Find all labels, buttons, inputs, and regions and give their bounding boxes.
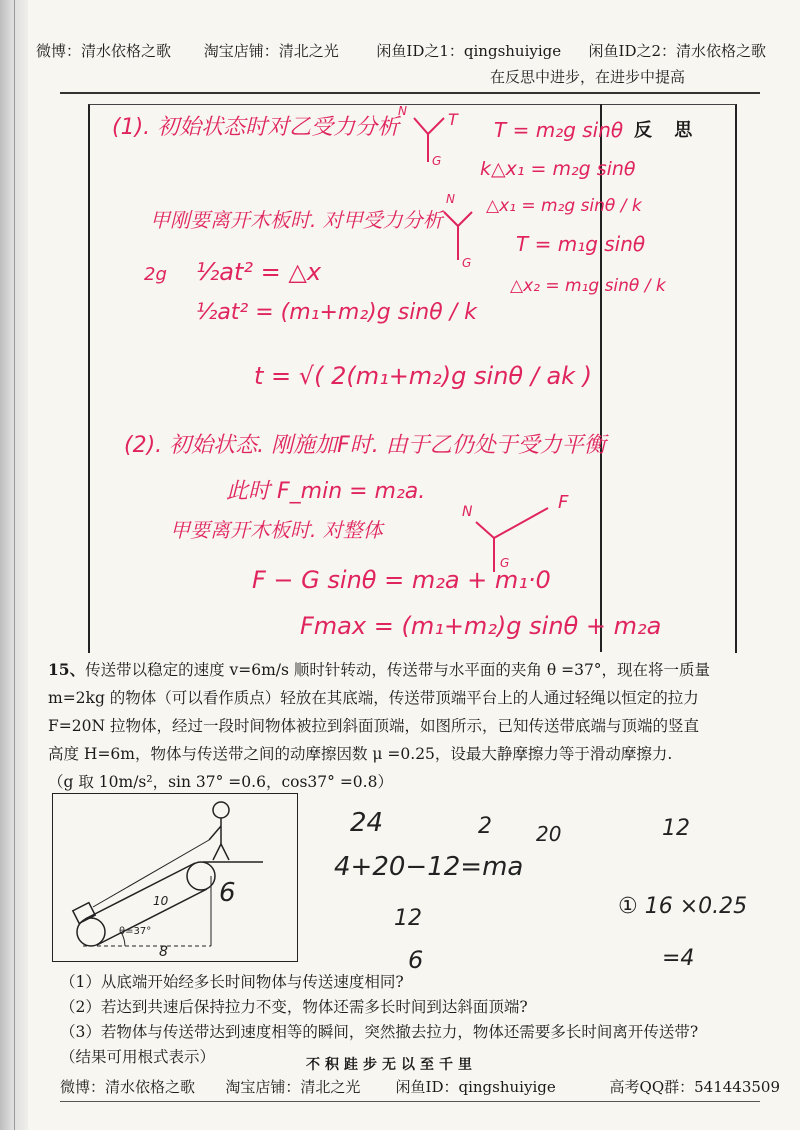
reflect-column-divider	[600, 104, 602, 652]
force-label-n3: N	[462, 504, 473, 520]
footer-motto: 不积跬步无以至千里	[306, 1057, 477, 1073]
scratch-b: 2	[478, 814, 492, 839]
eq-half-at2-b: ½at² = (m₁+m₂)g sinθ / k	[196, 300, 477, 325]
header-taobao: 淘宝店铺：清北之光	[203, 42, 339, 60]
question-1: （1）从底端开始经多长时间物体与传送速度相同?	[60, 973, 404, 991]
note-part1-sub: 甲刚要离开木板时. 对甲受力分析	[150, 208, 443, 232]
eq-half-at2: ½at² = △x	[196, 258, 322, 286]
conveyor-figure	[52, 793, 298, 962]
eq-dx2: △x₂ = m₁g sinθ / k	[510, 276, 666, 296]
note-part1-heading: (1). 初始状态时对乙受力分析	[112, 115, 400, 140]
footer-weibo: 微博：清水依格之歌	[60, 1078, 196, 1096]
scratch-h: 6	[408, 946, 424, 974]
header-divider	[60, 92, 760, 94]
force-label-n2: N	[446, 192, 455, 206]
problem-text-line-1: 传送带以稳定的速度 v=6m/s 顺时针转动，传送带与水平面的夹角 θ =37°，现在将一质量	[85, 661, 711, 679]
scratch-e: 4+20−12=ma	[334, 852, 524, 882]
eq-total: F − G sinθ = m₂a + m₁·0	[252, 566, 551, 594]
eq-fmin: 此时 F_min = m₂a.	[226, 479, 426, 504]
question-3: （3）若物体与传送带达到速度相等的瞬间，突然撤去拉力，物体还需要多长时间离开传送带?	[60, 1023, 699, 1041]
force-label-g3: G	[500, 556, 510, 570]
footer-qq: 高考QQ群：541443509	[609, 1078, 781, 1096]
eq-t-result: t = √( 2(m₁+m₂)g sinθ / ak )	[254, 362, 593, 390]
force-label-g: G	[432, 154, 442, 168]
footer-divider	[60, 1101, 760, 1102]
problem-15	[48, 656, 748, 796]
footer-xianyu: 闲鱼ID：qingshuiyige	[395, 1078, 556, 1096]
scratch-i: =4	[662, 946, 695, 971]
question-2: （2）若达到共速后保持拉力不变，物体还需多长时间到达斜面顶端?	[60, 998, 528, 1016]
note-part2-heading: (2). 初始状态. 刚施加F时. 由于乙仍处于受力平衡	[124, 433, 606, 458]
problem-text-line-2: m=2kg 的物体（可以看作质点）轻放在其底端，传送带顶端平台上的人通过轻绳以恒定的拉力	[48, 689, 699, 707]
scratch-d: 12	[662, 816, 690, 841]
force-diagram-2	[436, 194, 486, 274]
problem-number: 15、	[48, 660, 86, 679]
problem-text-line-4: 高度 H=6m，物体与传送带之间的动摩擦因数 μ =0.25，设最大静摩擦力等于滑动摩擦力.	[48, 745, 673, 763]
problem-text-line-5: （g 取 10m/s²，sin 37° =0.6，cos37° =0.8）	[48, 773, 393, 791]
force-label-f: F	[558, 492, 569, 513]
eq-kx1: k△x₁ = m₂g sinθ	[480, 158, 636, 180]
scratch-g: 12	[394, 906, 422, 931]
page-footer	[60, 1076, 780, 1097]
force-label-n: N	[398, 104, 407, 118]
eq-fmax: Fmax = (m₁+m₂)g sinθ + m₂a	[300, 612, 662, 640]
footer-taobao: 淘宝店铺：清北之光	[225, 1078, 361, 1096]
question-3-note: （结果可用根式表示）	[60, 1048, 216, 1066]
header-weibo: 微博：清水依格之歌	[36, 42, 172, 60]
note-part2-sub: 甲要离开木板时. 对整体	[170, 518, 383, 542]
scratch-c: 20	[536, 822, 562, 846]
note-2g-mark: 2g	[144, 264, 167, 285]
binding-edge	[14, 0, 15, 1130]
eq-dx1: △x₁ = m₂g sinθ / k	[486, 196, 642, 216]
force-label-t: T	[448, 110, 458, 129]
figure-label-force: 10	[153, 894, 169, 908]
header-xianyu-1: 闲鱼ID之1：qingshuiyige	[376, 42, 562, 60]
eq-t1: T = m₂g sinθ	[494, 118, 624, 142]
conveyor-diagram	[53, 794, 297, 961]
page-header	[36, 40, 776, 61]
eq-t2: T = m₁g sinθ	[516, 232, 646, 256]
reflect-label: 反 思	[634, 120, 701, 141]
force-label-g2: G	[462, 256, 472, 270]
header-xianyu-2: 闲鱼ID之2：清水依格之歌	[588, 42, 767, 60]
scratch-a: 24	[350, 808, 384, 838]
figure-label-base: 8	[159, 944, 168, 960]
figure-label-theta: θ=37°	[119, 926, 152, 937]
problem-text-line-3: F=20N 拉物体，经过一段时间物体被拉到斜面顶端，如图所示，已知传送带底端与顶端的竖直	[48, 717, 699, 735]
scratch-f: ① 16 ×0.25	[618, 894, 748, 919]
figure-label-height: 6	[219, 878, 236, 908]
header-motto: 在反思中进步，在进步中提高	[490, 68, 686, 86]
